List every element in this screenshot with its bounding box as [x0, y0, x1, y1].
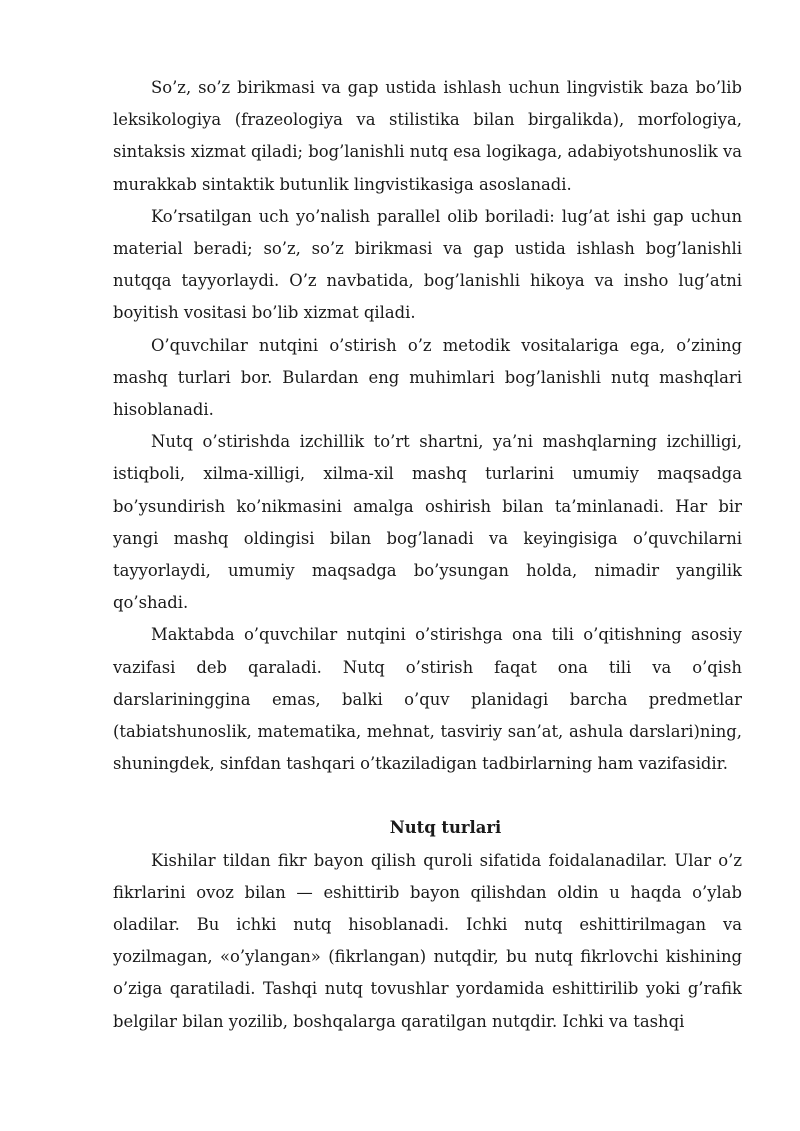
paragraph-3: O’quvchilar nutqini o’stirish o’z metodik vositalariga ega, o’zining mashq turlari bor. Bulardan eng muhimlari bog’lanishli nutq mashqlari hisoblanadi. — [113, 335, 742, 420]
paragraph-2: Ko’rsatilgan uch yo’nalish parallel olib boriladi: lug’at ishi gap uchun material beradi; so’z, so’z birikmasi va gap ustida ishlash bog’lanishli nutqqa tayyorlaydi. O’z navbatida, bog’lanishli hikoya va insho lug’atni boyitish vositasi bo’lib xizmat qiladi. — [113, 206, 742, 323]
paragraph-4: Nutq o’stirishda izchillik to’rt shartni, ya’ni mashqlarning izchilligi, istiqboli, xilma-xilligi, xilma-xil mashq turlarini umumiy maqsadga bo’ysundirish ko’nikmasini amalga oshirish bilan ta’minlanadi. Har bir yangi mashq oldingisi bilan bog’lanadi va keyingisiga o’quvchilarni tayyorlaydi, umumiy maqsadga bo’ysungan holda, nimadir yangilik qo’shadi. — [113, 432, 742, 613]
document-body — [113, 72, 742, 1038]
section-heading: Nutq turlari — [389, 818, 502, 838]
paragraph-6: Kishilar tildan fikr bayon qilish quroli sifatida foidalanadilar. Ular o’z fikrlarini ovoz bilan — eshittirib bayon qilishdan oldin u haqda o’ylab oladilar. Bu ichki nutq hisoblanadi. Ichki nutq eshittirilmagan va yozilmagan, «o’ylangan» (fikrlangan) nutqdir, bu nutq fikrlovchi kishining o’ziga qaratiladi. Tashqi nutq tovushlar yordamida eshittirilib yoki g’rafik belgilar bilan yozilib, boshqalarga qaratilgan nutqdir. Ichki va tashqi — [113, 850, 742, 1031]
paragraph-1: So’z, so’z birikmasi va gap ustida ishlash uchun lingvistik baza bo’lib leksikologiya (frazeologiya va stilistika bilan birgalikda), morfologiya, sintaksis xizmat qiladi; bog’lanishli nutq esa logikaga, adabiyotshunoslik va murakkab sintaktik butunlik lingvistikasiga asoslanadi. — [113, 78, 742, 194]
paragraph-5: Maktabda o’quvchilar nutqini o’stirishga ona tili o’qitishning asosiy vazifasi deb qaraladi. Nutq o’stirish faqat ona tili va o’qish darslariningginа emas, balki o’quv planidagi barcha predmetlar (tabiatshunoslik, matematika, mehnat, tasviriy san’at, ashula darslari)ning, shuningdek, sinfdan tashqari o’tkaziladigan tadbirlarning ham vazifasidir. — [113, 625, 742, 774]
